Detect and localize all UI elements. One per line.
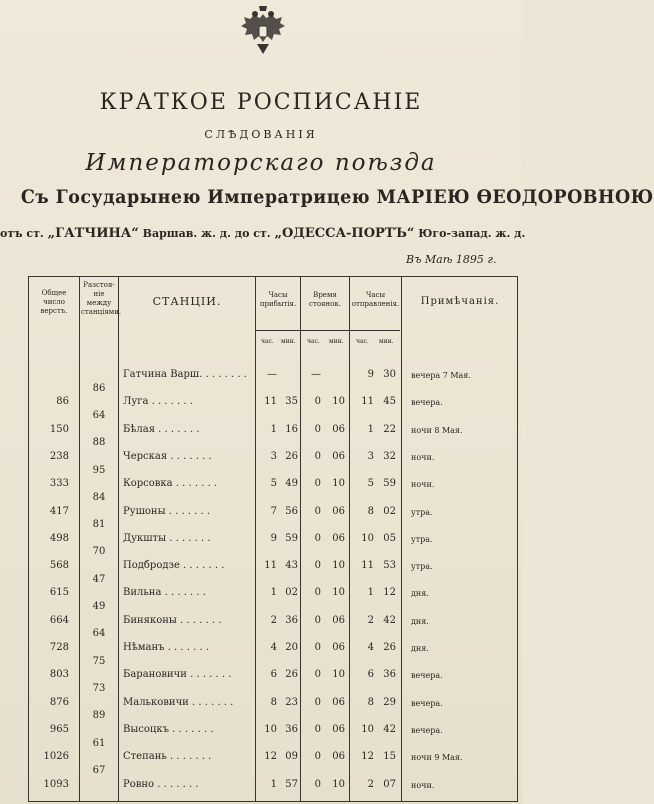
row-station: Бѣлая . . . . . . . (123, 423, 200, 435)
row-arrival-minutes: 49 (285, 478, 298, 490)
row-note: вечера. (411, 725, 443, 735)
header-arrival: Часы прибытія. (259, 291, 297, 308)
row-stop-hours: 0 (314, 560, 321, 572)
row-arrival-minutes: 57 (285, 778, 298, 790)
row-departure-hours: 2 (367, 778, 374, 790)
unit-hours: час. (307, 338, 320, 345)
row-departure-minutes: 53 (383, 560, 396, 572)
row-verst: 664 (49, 614, 69, 626)
row-departure-minutes: 42 (383, 723, 396, 735)
row-note: утра. (411, 534, 433, 544)
unit-minutes: мин. (281, 338, 296, 345)
distance-between-stations: 47 (92, 573, 106, 585)
row-departure-hours: 8 (367, 505, 374, 517)
subtitle-line: СЛѢДОВАНІЯ (204, 128, 318, 141)
row-verst: 965 (49, 723, 69, 735)
unit-hours: час. (356, 338, 369, 345)
row-station: Гатчина Варш. . . . . . . . (123, 369, 247, 380)
col-divider (300, 277, 301, 801)
distance-between-stations: 89 (92, 710, 106, 722)
header-sub-divider (255, 330, 400, 331)
row-stop-hours: 0 (314, 532, 321, 544)
row-note: вечера. (411, 398, 443, 408)
row-arrival-hours: 6 (270, 669, 277, 681)
row-stop-hours: 0 (314, 450, 321, 462)
row-stop-minutes: 06 (332, 532, 345, 544)
double-headed-eagle-emblem (238, 4, 288, 60)
row-arrival-hours: 5 (270, 478, 277, 490)
header-stop: Время стоянок. (309, 291, 341, 308)
col-divider (401, 277, 402, 801)
row-station: Дукшты . . . . . . . (123, 532, 211, 544)
row-note: дня. (411, 616, 429, 626)
header-departure: Часы отправленія. (351, 291, 400, 308)
row-verst: 238 (49, 450, 69, 462)
row-stop-hours: 0 (314, 614, 321, 626)
row-arrival-minutes: 36 (285, 723, 298, 735)
row-arrival-hours: 1 (270, 778, 277, 790)
header-verst: Общее число верстъ. (40, 289, 68, 315)
row-stop-hours: 0 (314, 669, 321, 681)
row-stop-hours: 0 (314, 423, 321, 435)
row-stop-minutes: 10 (332, 478, 345, 490)
row-stop-hours: 0 (314, 396, 321, 408)
row-stop-minutes: 06 (332, 751, 345, 763)
row-note: ночи. (411, 480, 435, 490)
row-arrival-hours: 3 (270, 450, 277, 462)
unit-minutes: мин. (329, 338, 344, 345)
row-departure-minutes: 26 (383, 642, 396, 653)
row-arrival-hours: 4 (270, 642, 277, 653)
row-arrival-hours: 1 (270, 587, 277, 599)
row-station: Барановичи . . . . . . . (123, 669, 232, 681)
row-arrival-minutes: 16 (285, 423, 298, 435)
route-line (0, 226, 526, 241)
row-stop-hours: 0 (314, 696, 321, 708)
row-verst: 1026 (43, 751, 69, 763)
row-departure-minutes: 42 (383, 614, 396, 626)
row-departure-minutes: 32 (383, 450, 396, 462)
route-destination: „ОДЕССА-ПОРТЪ“ (274, 226, 415, 241)
row-verst: 1093 (43, 778, 69, 790)
distance-between-stations: 81 (92, 519, 106, 531)
row-arrival-hours: 11 (264, 396, 277, 408)
row-arrival-hours: 11 (264, 560, 277, 572)
distance-between-stations: 75 (92, 655, 106, 667)
row-departure-hours: 2 (367, 614, 374, 626)
row-departure-hours: 11 (361, 560, 374, 572)
row-arrival-minutes: 26 (285, 450, 298, 462)
row-arrival-minutes: 35 (285, 396, 298, 408)
row-stop-minutes: 06 (332, 696, 345, 708)
row-stop-minutes: 10 (332, 778, 345, 790)
row-departure-hours: 4 (367, 642, 374, 653)
date-line: Въ Маѣ 1895 г. (406, 253, 497, 266)
distance-between-stations: 61 (92, 737, 106, 749)
row-stop-hours: — (311, 369, 321, 380)
row-departure-minutes: 29 (383, 696, 396, 708)
row-stop-minutes: 06 (332, 642, 345, 653)
row-departure-minutes: 22 (383, 423, 396, 435)
row-verst: 728 (49, 642, 69, 653)
col-divider (118, 277, 119, 801)
row-note: дня. (411, 589, 429, 599)
row-stop-minutes: 10 (332, 560, 345, 572)
row-departure-hours: 10 (361, 532, 374, 544)
row-note: утра. (411, 562, 433, 572)
row-stop-minutes: 06 (332, 614, 345, 626)
row-departure-hours: 1 (367, 423, 374, 435)
distance-between-stations: 64 (92, 409, 106, 421)
row-stop-hours: 0 (314, 642, 321, 653)
distance-between-stations: 70 (92, 546, 106, 558)
row-stop-hours: 0 (314, 751, 321, 763)
row-stop-minutes: 06 (332, 505, 345, 517)
row-verst: 568 (49, 560, 69, 572)
row-station: Ровно . . . . . . . (123, 778, 199, 790)
row-station: Вильна . . . . . . . (123, 587, 206, 599)
distance-between-stations: 49 (92, 601, 106, 613)
row-stop-hours: 0 (314, 505, 321, 517)
row-stop-minutes: 10 (332, 587, 345, 599)
row-arrival-hours: 8 (270, 696, 277, 708)
row-departure-minutes: 30 (383, 369, 396, 380)
row-arrival-hours: 1 (270, 423, 277, 435)
row-note: утра. (411, 507, 433, 517)
row-departure-hours: 11 (361, 396, 374, 408)
row-arrival-minutes: 59 (285, 532, 298, 544)
header-stations: СТАНЦІИ. (152, 295, 222, 308)
row-departure-minutes: 05 (383, 532, 396, 544)
row-note: дня. (411, 644, 429, 653)
row-note: вечера 7 Мая. (411, 371, 471, 380)
row-note: вечера. (411, 698, 443, 708)
row-arrival-minutes: 43 (285, 560, 298, 572)
row-station: Корсовка . . . . . . . (123, 478, 218, 490)
row-station: Высоцкъ . . . . . . . (123, 723, 214, 735)
row-note: ночи 8 Мая. (411, 425, 463, 435)
distance-between-stations: 84 (92, 491, 106, 503)
title: КРАТКОЕ РОСПИСАНІЕ (99, 90, 423, 115)
row-departure-hours: 1 (367, 587, 374, 599)
row-departure-minutes: 59 (383, 478, 396, 490)
row-note: ночи 9 Мая. (411, 753, 463, 763)
row-stop-hours: 0 (314, 478, 321, 490)
distance-between-stations: 73 (92, 682, 106, 694)
col-divider (349, 277, 350, 801)
row-stop-minutes: 10 (332, 669, 345, 681)
row-arrival-minutes: 09 (285, 751, 298, 763)
row-departure-minutes: 36 (383, 669, 396, 681)
row-stop-minutes: 10 (332, 396, 345, 408)
row-verst: 86 (56, 396, 69, 408)
train-title: Императорскаго поѣзда (85, 150, 437, 176)
row-station: Луга . . . . . . . (123, 396, 193, 408)
row-station: Рушоны . . . . . . . (123, 505, 211, 517)
row-verst: 498 (49, 532, 69, 544)
route-suffix: Юго-запад. ж. д. (418, 227, 526, 240)
row-arrival-minutes: 02 (285, 587, 298, 599)
row-arrival-minutes: 36 (285, 614, 298, 626)
row-verst: 803 (49, 669, 69, 681)
row-station: Степань . . . . . . . (123, 751, 212, 763)
row-verst: 876 (49, 696, 69, 708)
row-departure-hours: 10 (361, 723, 374, 735)
row-departure-hours: 8 (367, 696, 374, 708)
distance-between-stations: 95 (92, 464, 106, 476)
row-departure-minutes: 12 (383, 587, 396, 599)
row-arrival-minutes: 23 (285, 696, 298, 708)
row-stop-hours: 0 (314, 587, 321, 599)
row-departure-minutes: 45 (383, 396, 396, 408)
row-departure-hours: 9 (367, 369, 374, 380)
row-arrival-minutes: 26 (285, 669, 298, 681)
row-station: Черская . . . . . . . (123, 450, 212, 462)
row-stop-hours: 0 (314, 723, 321, 735)
route-from-prefix: отъ ст. (0, 227, 44, 240)
distance-between-stations: 64 (92, 628, 106, 640)
route-middle: Варшав. ж. д. до ст. (142, 227, 271, 240)
col-divider (79, 277, 80, 801)
row-arrival-hours: 2 (270, 614, 277, 626)
empress-line: Съ Государынею Императрицею МАРІЕЮ ѲЕОДОРОВНОЮ (20, 186, 654, 208)
header-distance: Разстоя- ніе между станціями. (81, 281, 122, 316)
row-station: Биняконы . . . . . . . (123, 614, 222, 626)
row-note: ночи. (411, 452, 435, 462)
row-stop-hours: 0 (314, 778, 321, 790)
row-arrival-minutes: 20 (285, 642, 298, 653)
row-verst: 333 (49, 478, 69, 490)
unit-minutes: мин. (379, 338, 394, 345)
row-note: ночи. (411, 780, 435, 790)
row-departure-hours: 3 (367, 450, 374, 462)
row-arrival-hours: — (267, 369, 277, 380)
row-departure-minutes: 15 (383, 751, 396, 763)
schedule-table (28, 276, 518, 802)
row-stop-minutes: 06 (332, 723, 345, 735)
row-arrival-hours: 12 (264, 751, 277, 763)
row-departure-minutes: 07 (383, 778, 396, 790)
distance-between-stations: 88 (92, 437, 106, 449)
row-arrival-hours: 10 (264, 723, 277, 735)
row-station: Малькoвичи . . . . . . . (123, 696, 234, 708)
distance-between-stations: 67 (92, 764, 106, 776)
row-departure-hours: 6 (367, 669, 374, 681)
row-arrival-minutes: 56 (285, 505, 298, 517)
row-stop-minutes: 06 (332, 423, 345, 435)
row-arrival-hours: 9 (270, 532, 277, 544)
col-divider (255, 277, 256, 801)
row-verst: 150 (49, 423, 69, 435)
row-note: вечера. (411, 671, 443, 681)
row-departure-minutes: 02 (383, 505, 396, 517)
row-stop-minutes: 06 (332, 450, 345, 462)
row-departure-hours: 5 (367, 478, 374, 490)
route-origin: „ГАТЧИНА“ (47, 226, 139, 241)
row-verst: 417 (49, 505, 69, 517)
distance-between-stations: 86 (92, 382, 106, 394)
row-station: Подбродзе . . . . . . . (123, 560, 225, 572)
row-departure-hours: 12 (361, 751, 374, 763)
row-verst: 615 (49, 587, 69, 599)
header-notes: Примѣчанія. (420, 296, 500, 307)
row-station: Нѣманъ . . . . . . . (123, 642, 210, 653)
row-arrival-hours: 7 (270, 505, 277, 517)
unit-hours: час. (261, 338, 274, 345)
